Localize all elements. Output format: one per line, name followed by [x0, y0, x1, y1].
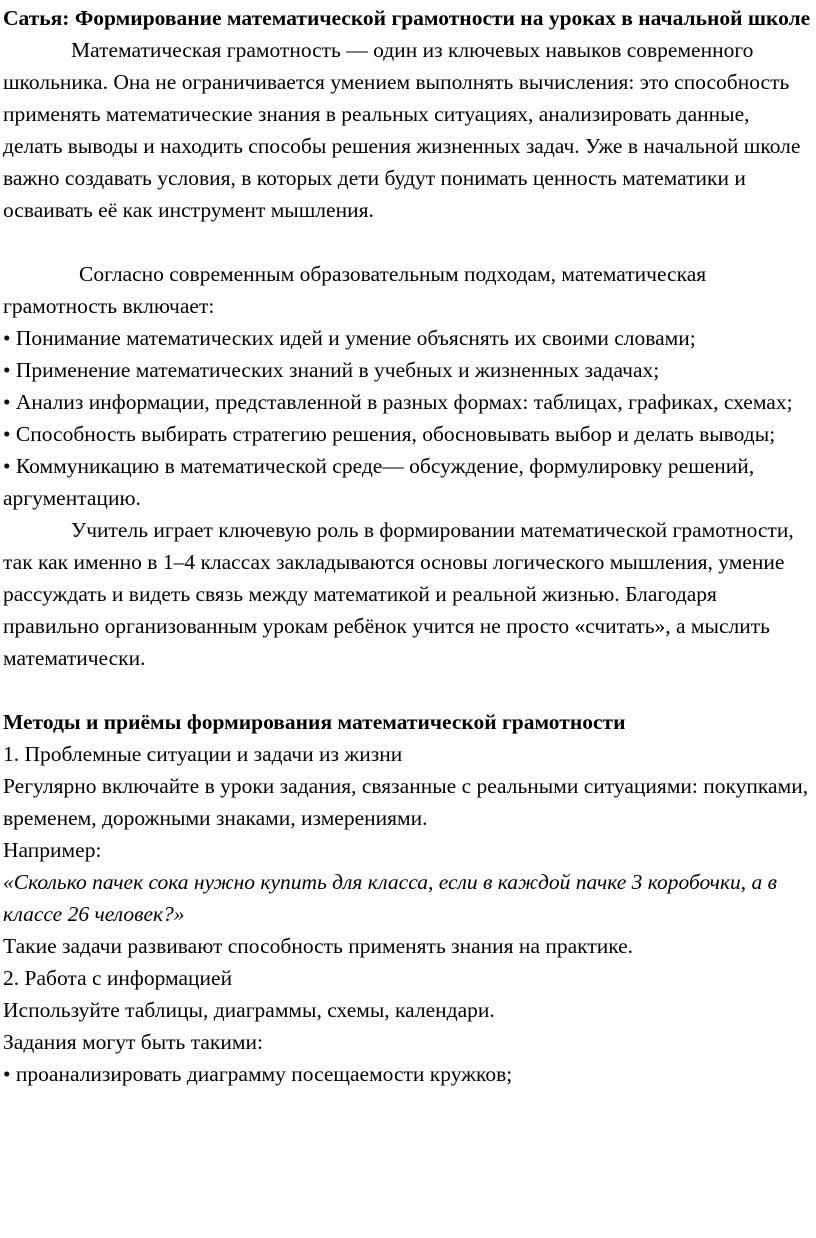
method1-text: Регулярно включайте в уроки задания, связанные с реальными ситуациями: покупками, временем, дорожными знаками, измерениями. — [3, 774, 809, 830]
includes-item: • Способность выбирать стратегию решения, обосновывать выбор и делать выводы; — [3, 422, 776, 446]
paragraph-gap — [3, 226, 813, 258]
method2-tasks-label: Задания могут быть такими: — [3, 1030, 263, 1054]
includes-item: • Понимание математических идей и умение объяснять их своими словами; — [3, 326, 696, 350]
method1-example-label: Например: — [3, 838, 102, 862]
includes-item: • Коммуникацию в математической среде— обсуждение, формулировку решений, аргументацию. — [3, 454, 755, 510]
intro-paragraph: Математическая грамотность — один из ключевых навыков современного школьника. Она не ограничивается умением выполнять вычисления: это способность применять математические знания в реальных ситуациях, анализировать данные, делать выводы и находить способы решения жизненных задач. Уже в начальной школе важно создавать условия, в которых дети будут понимать ценность математики и осваивать её как инструмент мышления. — [3, 38, 801, 222]
method1-title: 1. Проблемные ситуации и задачи из жизни — [3, 742, 403, 766]
teacher-paragraph: Учитель играет ключевую роль в формировании математической грамотности, так как именно в 1–4 классах закладываются основы логического мышления, умение рассуждать и видеть связь между математикой и реальной жизнью. Благодаря правильно организованным урокам ребёнок учится не просто «считать», а мыслить математически. — [3, 518, 794, 670]
method2-text: Используйте таблицы, диаграммы, схемы, календари. — [3, 998, 495, 1022]
includes-item: • Анализ информации, представленной в разных формах: таблицах, графиках, схемах; — [3, 390, 793, 414]
method2-title: 2. Работа с информацией — [3, 966, 233, 990]
methods-heading: Методы и приёмы формирования математической грамотности — [3, 710, 626, 734]
paragraph-gap — [3, 674, 813, 706]
method2-task-item: • проанализировать диаграмму посещаемости кружков; — [3, 1062, 513, 1086]
document-page — [3, 2, 813, 1090]
method1-conclusion: Такие задачи развивают способность применять знания на практике. — [3, 934, 634, 958]
includes-intro: Согласно современным образовательным подходам, математическая грамотность включает: — [3, 262, 707, 318]
document-title: Сатья: Формирование математической грамотности на уроках в начальной школе — [3, 6, 811, 30]
includes-item: • Применение математических знаний в учебных и жизненных задачах; — [3, 358, 660, 382]
method1-example: «Сколько пачек сока нужно купить для класса, если в каждой пачке 3 коробочки, а в классе 26 человек?» — [3, 870, 777, 926]
